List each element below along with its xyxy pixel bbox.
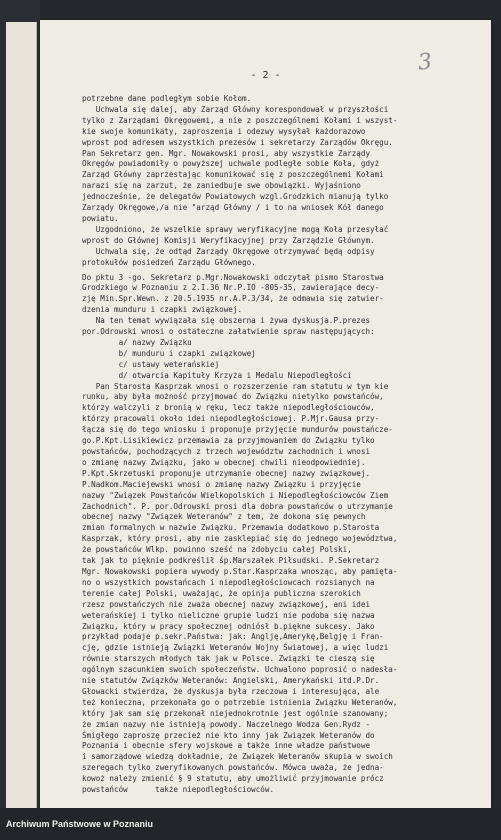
- text-line: tylko z Zarządami Okręgowemi, a nie z poszczególnemi Kołami i wszyst-: [82, 115, 398, 125]
- text-line: o zmianę nazwy Związku, jako w obecnej chwili nieodpowiedniej.: [82, 457, 366, 467]
- text-line: narazi się na zarzut, że zaniedbuje swe obowiązki. Wyjaśniono: [82, 181, 361, 191]
- text-line: Do pktu 3 -go. Sekretarz p.Mgr.Nowakowski odczytał pismo Starostwa: [82, 272, 384, 282]
- archive-name: Archiwum Państwowe w Poznaniu: [6, 819, 154, 829]
- text-line: Poznania i obecnie sfery wojskowe a także inne władze państwowe: [82, 741, 371, 751]
- text-line: Uchwala się dalej, aby Zarząd Główny korespondował w przyszłości: [82, 104, 389, 114]
- folder-edge: [6, 22, 37, 808]
- text-line: P.Nadkom.Maciejewski wnosi o zmianę nazwy Związku i przyjęcie: [82, 479, 361, 489]
- text-line: który jak sam się przekonał niejednokrotnie jest ogólnie szanowany;: [82, 708, 389, 718]
- text-line: Zachodnich". P. por.Odrowski prosi dla dobra powstańców o utrzymanie: [82, 501, 393, 511]
- text-line: runku, aby była możność przyjmować do Związku nietylko powstańców,: [82, 392, 384, 402]
- text-line: też konieczna, przekonała go o potrzebie istnienia Związku Weteranów,: [82, 697, 398, 707]
- text-line: rzesz powstańczych nie zważa obecnej nazwy związkowej, ani idei: [82, 599, 371, 609]
- text-line: Kasprzak, który prosi, aby nie zasklepiać się do jednego województwa,: [82, 534, 398, 544]
- text-line: nie statutów Związków Weteranów: Angielski, Amerykański itd.P.Dr.: [82, 676, 380, 686]
- text-line: Pan Starosta Kasprzak wnosi o rozszerzenie ram statutu w tym kie: [82, 381, 389, 391]
- document-page: [40, 20, 491, 808]
- text-line: P.Kpt.Skrzetuski proponuje utrzymanie obecnej nazwy związkowej.: [82, 468, 371, 478]
- text-line: go.P.Kpt.Lisikiewicz przemawia za przyjmowaniem do Związku tylko: [82, 436, 375, 446]
- text-line: Zarządy Okręgowe,/a nie "arząd Główny / i to na wniosek Kół danego: [82, 203, 384, 213]
- archive-footer: [0, 808, 501, 840]
- text-line: por.Odrowski wnosi o ostateczne załatwienie spraw następujących:: [82, 327, 375, 337]
- text-line: Na ten temat wywiązała się obszerna i żywa dyskusja.P.prezes: [82, 316, 371, 326]
- text-line: no o wszystkich powstańcach i niepodległościowcach rozsianych na: [82, 577, 375, 587]
- text-line: tak jak to pięknie podkreślił śp.Marszałek Piłsudski. P.Sekretarz: [82, 556, 380, 566]
- text-line: że zmian nazwy nie istnieją powody. Naczelnego Wodza Gen.Rydz -: [82, 719, 371, 729]
- text-line: Pan Sekretarz gen. Mgr. Nowakowski prosi, aby wszystkie Zarządy: [82, 148, 371, 158]
- text-line: zmian formalnych w nazwie Związku. Przemawia dodatkowo p.Starosta: [82, 523, 380, 533]
- text-line: i samorządowe wiedzą dokładnie, że Związek Weteranów skupia w swoich: [82, 752, 393, 762]
- text-line: jednocześnie, że delegatów Powiatowych wzgl.Grodzkich mianują tylko: [82, 192, 389, 202]
- text-line: równie starszych młodych tak jak w Polsce. Związki te cieszą się: [82, 654, 375, 664]
- text-line: terenie całej Polski, uważając, że opinja publiczna szerokich: [82, 588, 361, 598]
- text-line: szeregach tylko zweryfikowanych powstańców. Mówca uważa, że jedna-: [82, 763, 384, 773]
- text-line: którzy pracowali około idei niepodległościowej. P.Mjr.Gausa przy-: [82, 414, 380, 424]
- text-line: d/ otwarcia Kapituły Krzyża i Medalu Niepodległości: [82, 370, 352, 380]
- text-line: Śmigłego zaproszę przecież nie kto inny jak Związek Weteranów do: [82, 730, 375, 740]
- text-line: a/ nazwy Związku: [82, 337, 192, 347]
- handwritten-page-annotation: 3: [416, 49, 434, 76]
- text-line: b/ munduru i czapki związkowej: [82, 348, 256, 358]
- text-line: zję Min.Spr.Wewn. z 20.5.1935 nr.A.P.3/34, że odmawia się zatwier-: [82, 294, 384, 304]
- text-line: Związku, który w pracy społecznej odniósł b.piękne sukcesy. Jako: [82, 621, 375, 631]
- text-line: obecnej nazwy "Związek Weteranów" z tem, że dokona się pewnych: [82, 512, 366, 522]
- text-line: potrzebne dane podległym sobie Kołom.: [82, 94, 252, 103]
- text-line: Uzgodniono, że wszelkie sprawy weryfikacyjne mogą Koła przesyłać: [82, 224, 389, 234]
- text-line: weterańskiej i tylko nieliczne grupie ludzi nie podoba się nazwa: [82, 610, 375, 620]
- text-line: powiatu.: [82, 213, 119, 223]
- text-line: kie swoje komunikaty, zaproszenia i odezwy wysyłał każdorazowo: [82, 126, 366, 136]
- text-line: protokułów posiedzeń Zarządu Głównego.: [82, 257, 256, 267]
- text-line: że powstańców Wlkp. powinno sześć na zdobyciu całej Polski,: [82, 545, 352, 555]
- text-line: Grodzkiego w Poznaniu z 2.I.36 Nr.P.IO -805-35, zawierające decy-: [82, 283, 380, 293]
- text-line: Mgr. Nowakowski popiera wywody p.Star.Kasprzaka wnosząc, aby pamięta-: [82, 566, 398, 576]
- text-line: c/ ustawy weterańskiej: [82, 359, 220, 369]
- text-line: ogólnym szacunkiem swoich społeczeństw. Uchwalono poprosić o nadesła-: [82, 665, 398, 675]
- text-line: powstańców, pochodzących z trzech województw zachodnich i wnosi: [82, 447, 371, 456]
- page-number: - 2 -: [250, 70, 281, 81]
- document-body-text: [82, 94, 488, 796]
- text-line: łącza się do tego wniosku i proponuje przyjęcie mundurów powstańcze-: [82, 425, 393, 435]
- text-line: Głowacki stwierdza, że dyskusja była rzeczowa i interesująca, ale: [82, 686, 380, 696]
- text-line: kowoż należy zmienić § 9 statutu, aby umożliwić przyjmowanie prócz: [82, 774, 384, 784]
- text-line: nazwy "Związek Powstańców Wielkopolskich i Niepodległościowców Ziem: [82, 490, 389, 500]
- text-line: przykład podaje p.sekr.Państwa: jak: Anglję,Amerykę,Belgję i Fran-: [82, 632, 384, 642]
- text-line: dzenia munduru i czapki związkowej.: [82, 305, 243, 315]
- text-line: wprost pod adresem wszystkich prezesów i sekretarzy Zarządów Okręgu.: [82, 137, 393, 147]
- text-line: cję, gdzie istnieją Związki Weteranów Wojny Światowej, a więc ludzi: [82, 643, 389, 653]
- text-line: Zarząd Główny zaprzestając komunikować się z poszczególnemi Kołami: [82, 170, 384, 180]
- text-line: powstańców także niepodległościowców.: [82, 785, 275, 795]
- text-line: Uchwala się, że odtąd Zarządy Okręgowe otrzymywać będą odpisy: [82, 246, 375, 256]
- text-line: wprost do Głównej Komisji Weryfikacyjnej przy Zarządzie Głównym.: [82, 235, 375, 245]
- text-line: którzy walczyli z bronią w ręku, lecz także niepodległościowców,: [82, 403, 375, 413]
- text-line: Okręgów powiadomiły o powyższej uchwale podległe sobie Koła, gdyż: [82, 159, 380, 169]
